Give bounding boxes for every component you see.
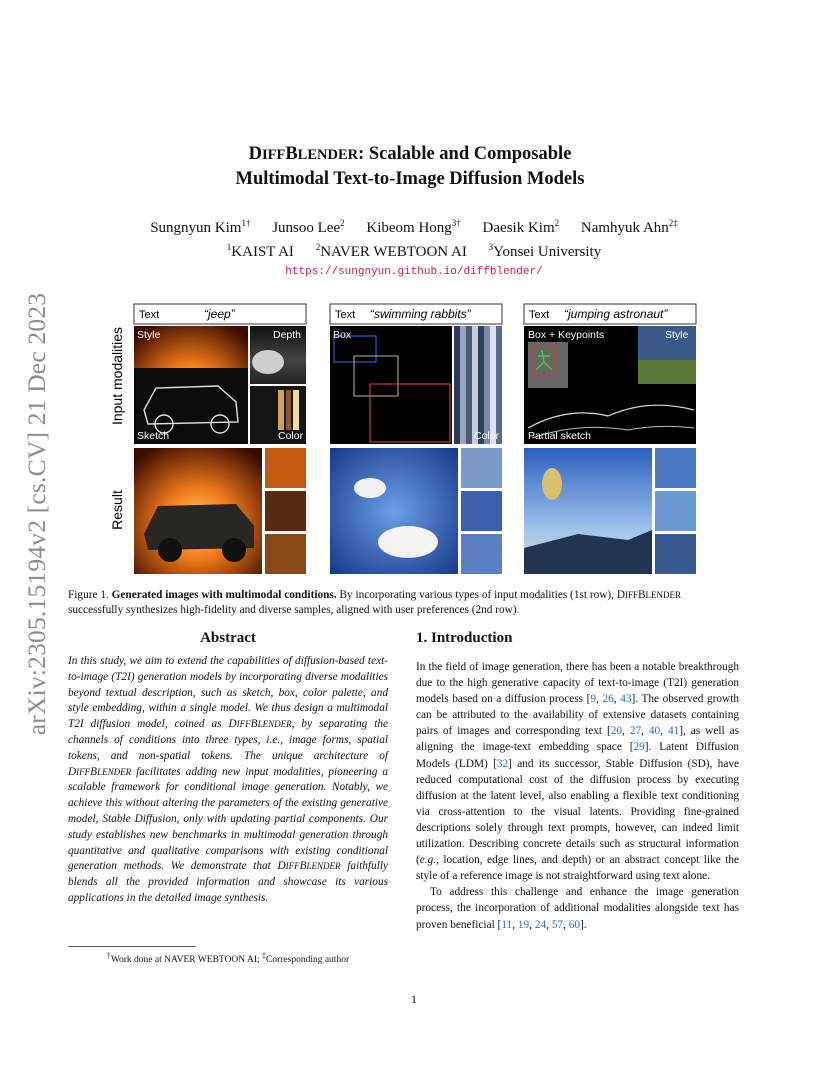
citation[interactable]: 9	[590, 693, 597, 706]
footnote: †Work done at NAVER WEBTOON AI; ‡Corresponding author	[106, 951, 350, 966]
intro-paragraph-1: In the field of image generation, there has been a notable breakthrough due to the high generative capacity of text-to-image (T2I) generation models based on a diffusion process [9, 26, 43]. The observed growth can be attributed to the availability of extensive datasets containing pairs of images and corresponding text [20, 27, 40, 41], as well as aligning the image-text embedding space [29]. Latent Diffusion Models (LDM) [32] and its successor, Stable Diffusion (SD), have reduced computational cost of the diffusion process by executing diffusion at the latent level, also enabling a flexible text conditioning via cross-attention to the visual latents. Providing fine-grained descriptions solely through text prompts, however, can indeed limit utilization. Describing concrete details such as structural information (e.g., location, edge lines, and depth) or an abstract concept like the style of a reference image is not straightforward using text alone.	[416, 661, 740, 883]
svg-text:Color: Color	[474, 430, 500, 442]
affiliation-list	[100, 242, 728, 261]
row-label-result: Result	[109, 490, 125, 530]
citation[interactable]: 29	[633, 741, 645, 754]
citation[interactable]: 32	[496, 757, 509, 770]
svg-text:Style: Style	[665, 329, 689, 341]
citation[interactable]: 43	[620, 693, 632, 706]
page-number: 1	[411, 992, 417, 1006]
svg-text:“jeep”: “jeep”	[204, 307, 235, 321]
author: Sungnyun Kim$^{1\dagger}$	[150, 218, 251, 236]
panel-astronaut	[524, 304, 696, 574]
figure-caption: Figure 1. Generated images with multimodal conditions. By incorporating various types of input modalities (1st row), DIFFBLENDER successfully synthesizes high-fidelity and diverse samples, aligned with user preferences (2nd row).	[68, 589, 682, 616]
citation[interactable]: 60	[568, 918, 581, 931]
citation[interactable]: 24	[534, 918, 547, 931]
svg-text:Partial sketch: Partial sketch	[528, 430, 592, 442]
abstract-body: In this study, we aim to extend the capabilities of diffusion-based text-to-image (T2I) generation models by incorporating diverse modalities beyond textual description, such as sketch, box, color palette, and style embedding, within a single model. We thus design a multimodal T2I diffusion model, coined as DIFFBLENDER, by separating the channels of conditions into three types, i.e., image forms, spatial tokens, and non-spatial tokens. The unique architecture of DIFFBLENDER facilitates adding new input modalities, pioneering a scalable framework for conditional image generation. Notably, we achieve this without altering the parameters of the existing generative model, Stable Diffusion, only with updating partial components. Our study establishes new benchmarks in multimodal generation through quantitative and qualitative comparisons with existing conditional generation methods. We demonstrate that DIFFBLENDER faithfully blends all the provided information and showcase its various applications in the detailed image synthesis.	[68, 655, 389, 904]
author: Junsoo Lee$^2$	[272, 218, 345, 236]
citation[interactable]: 40	[648, 725, 661, 738]
citation[interactable]: 41	[667, 725, 680, 738]
svg-text:Text: Text	[139, 309, 160, 321]
svg-text:“jumping astronaut”: “jumping astronaut”	[564, 307, 668, 321]
affiliation: $^2$NAVER WEBTOON AI	[315, 242, 467, 260]
svg-text:Sketch: Sketch	[137, 430, 170, 442]
figure-1	[108, 298, 720, 580]
affiliation: $^3$Yonsei University	[488, 242, 602, 260]
intro-paragraph-2: To address this challenge and enhance the image generation process, the incorporation of additional modalities alongside text has proven beneficial [11, 19, 24, 57, 60].	[416, 886, 739, 931]
svg-text:Text: Text	[335, 309, 356, 321]
svg-text:Box: Box	[333, 329, 352, 341]
citation[interactable]: 27	[629, 725, 642, 738]
citation[interactable]: 26	[602, 693, 614, 706]
panel-rabbits	[330, 304, 502, 574]
svg-text:Text: Text	[529, 309, 550, 321]
intro-heading: 1. Introduction	[416, 630, 513, 646]
author: Daesik Kim$^2$	[482, 218, 560, 236]
footnote-rule	[68, 946, 196, 947]
svg-text:“swimming rabbits”: “swimming rabbits”	[370, 307, 471, 321]
project-url[interactable]: https://sungnyun.github.io/diffblender/	[285, 266, 543, 278]
arxiv-stamp: arXiv:2305.15194v2 [cs.CV] 21 Dec 2023	[22, 292, 51, 736]
author: Namhyuk Ahn$^{2\ddagger}$	[580, 218, 678, 236]
row-label-input: Input modalities	[109, 326, 125, 426]
author-list	[100, 218, 728, 237]
panel-jeep	[134, 304, 306, 574]
citation[interactable]: 20	[610, 725, 623, 738]
paper-title	[150, 142, 670, 191]
title-line-2: Multimodal Text-to-Image Diffusion Models	[235, 169, 585, 189]
abstract-heading: Abstract	[200, 630, 256, 646]
intro-body	[416, 659, 739, 933]
citation[interactable]: 57	[551, 918, 564, 931]
svg-text:Style: Style	[137, 329, 161, 341]
citation[interactable]: 11	[501, 918, 513, 931]
title-line-1: DIFFBLENDER: Scalable and Composable	[248, 144, 572, 164]
author: Kibeom Hong$^{3\dagger}$	[366, 218, 461, 236]
svg-text:Depth: Depth	[273, 329, 302, 341]
svg-text:Color: Color	[278, 430, 304, 442]
citation[interactable]: 19	[517, 918, 530, 931]
svg-text:Box + Keypoints: Box + Keypoints	[528, 329, 605, 341]
affiliation: $^1$KAIST AI	[226, 242, 294, 260]
